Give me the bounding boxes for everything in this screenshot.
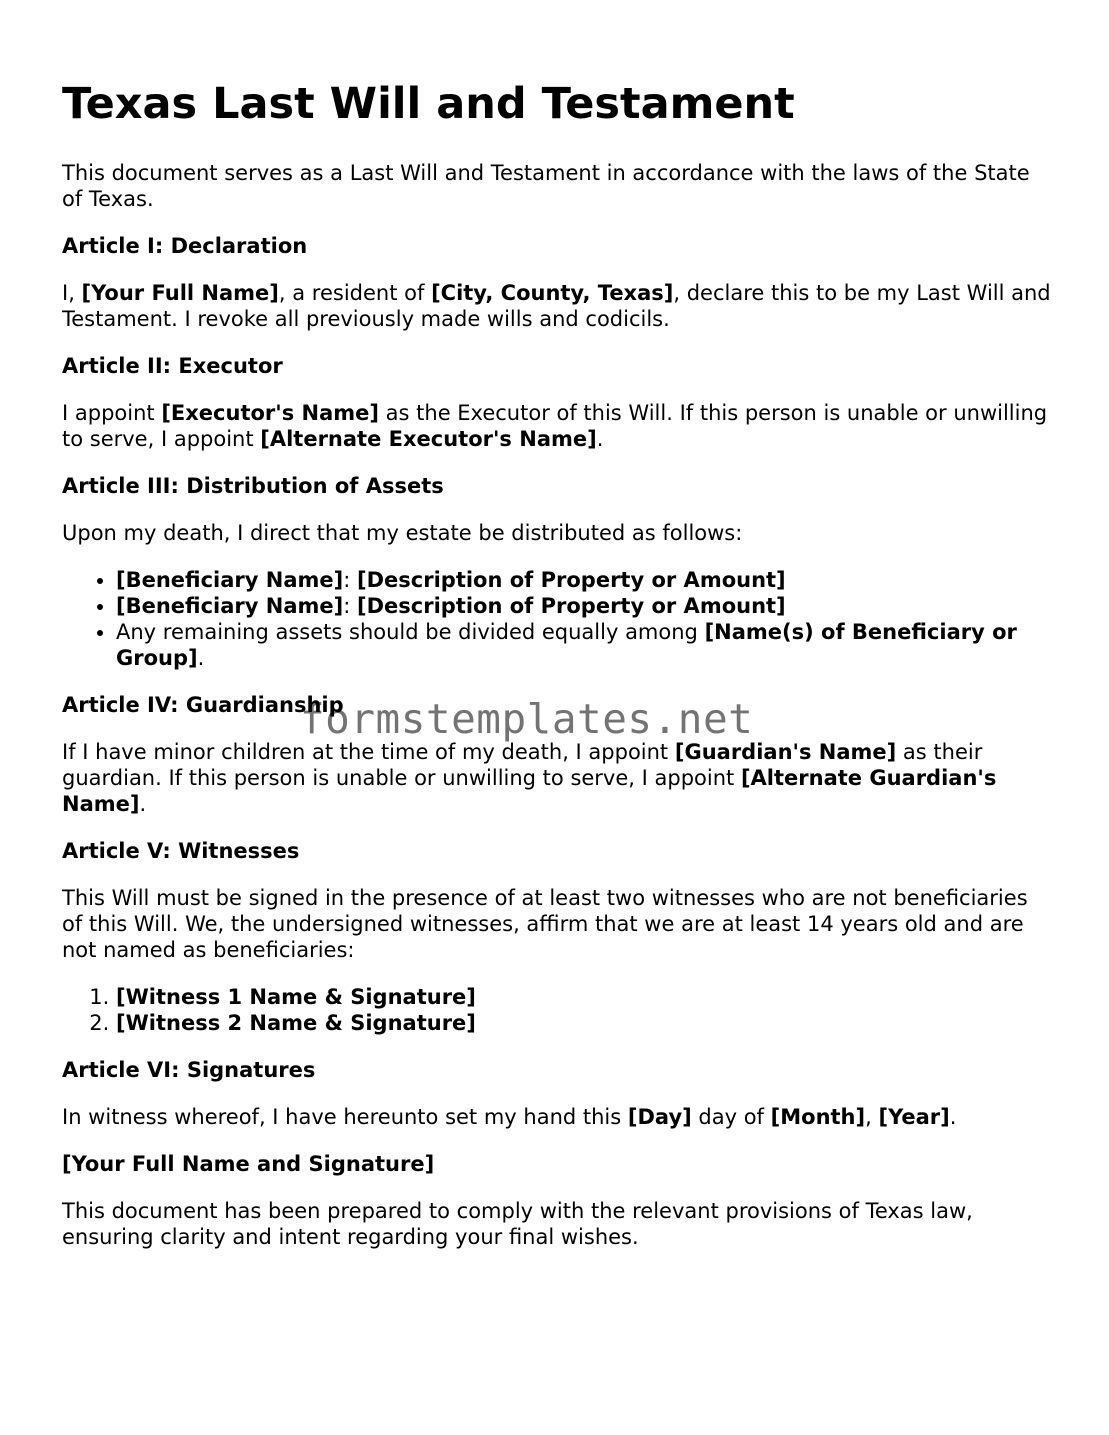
witness-list: [62, 984, 1052, 1036]
article-3-heading: Article III: Distribution of Assets: [62, 474, 444, 498]
year-placeholder: [Year]: [878, 1105, 950, 1129]
text-run: Any remaining assets should be divided equally among: [116, 620, 705, 644]
text-run: If I have minor children at the time of my death, I appoint: [62, 740, 675, 764]
text-run: In witness whereof, I have hereunto set my hand this: [62, 1105, 628, 1129]
text-run: I appoint: [62, 401, 162, 425]
residence-placeholder: [City, County, Texas]: [431, 281, 674, 305]
list-item: [116, 593, 1052, 619]
list-item: [116, 619, 1052, 671]
witness-placeholder: [Witness 2 Name & Signature]: [116, 1011, 476, 1035]
watermark: formstemplates.net: [300, 695, 754, 743]
article-2-heading: Article II: Executor: [62, 354, 283, 378]
beneficiary-list: [62, 567, 1052, 671]
text-run: , a resident of: [278, 281, 432, 305]
text-run: as the Executor of this Will. If this person is unable or unwilling to serve, I appoint: [62, 401, 1048, 451]
list-item: [116, 984, 1052, 1010]
day-placeholder: [Day]: [627, 1105, 692, 1129]
article-3-text: Upon my death, I direct that my estate be distributed as follows:: [62, 521, 743, 545]
text-run: .: [596, 427, 604, 451]
article-4-text: [62, 739, 1052, 817]
list-item: [116, 567, 1052, 593]
property-placeholder: [Description of Property or Amount]: [357, 594, 786, 618]
text-run: :: [343, 594, 358, 618]
month-placeholder: [Month]: [770, 1105, 866, 1129]
intro-paragraph: This document serves as a Last Will and Testament in accordance with the laws of the State of Texas.: [62, 161, 1030, 211]
text-run: day of: [691, 1105, 771, 1129]
article-5-heading: Article V: Witnesses: [62, 839, 300, 863]
property-placeholder: [Description of Property or Amount]: [357, 568, 786, 592]
text-run: .: [139, 792, 147, 816]
signature-line: [Your Full Name and Signature]: [62, 1152, 435, 1176]
alternate-guardian-placeholder: [Alternate Guardian's Name]: [62, 766, 997, 816]
text-run: as their guardian. If this person is unable or unwilling to serve, I appoint: [62, 740, 983, 790]
article-6-text: [62, 1104, 1052, 1130]
article-4-heading: Article IV: Guardianship: [62, 693, 344, 717]
beneficiary-placeholder: [Beneficiary Name]: [116, 568, 344, 592]
witness-placeholder: [Witness 1 Name & Signature]: [116, 985, 476, 1009]
text-run: , declare this to be my Last Will and Testament. I revoke all previously made wills and codicils.: [62, 281, 1051, 331]
beneficiary-placeholder: [Beneficiary Name]: [116, 594, 344, 618]
article-2-text: [62, 400, 1052, 452]
alternate-executor-placeholder: [Alternate Executor's Name]: [260, 427, 597, 451]
page-title: Texas Last Will and Testament: [62, 79, 795, 129]
document-page: [62, 78, 1052, 1271]
text-run: ,: [865, 1105, 879, 1129]
guardian-placeholder: [Guardian's Name]: [674, 740, 897, 764]
remaining-beneficiary-placeholder: [Name(s) of Beneficiary or Group]: [116, 620, 1017, 670]
text-run: .: [949, 1105, 957, 1129]
full-name-placeholder: [Your Full Name]: [81, 281, 279, 305]
text-run: I,: [62, 281, 82, 305]
text-run: .: [197, 646, 205, 670]
list-item: [116, 1010, 1052, 1036]
closing-paragraph: This document has been prepared to comply with the relevant provisions of Texas law, ensuring clarity and intent regarding your final wishes.: [62, 1199, 973, 1249]
text-run: :: [343, 568, 358, 592]
article-6-heading: Article VI: Signatures: [62, 1058, 316, 1082]
article-1-text: [62, 280, 1052, 332]
executor-placeholder: [Executor's Name]: [161, 401, 379, 425]
article-1-heading: Article I: Declaration: [62, 234, 308, 258]
article-5-text: This Will must be signed in the presence of at least two witnesses who are not beneficiaries of this Will. We, the undersigned witnesses, affirm that we are at least 14 years old and are not named as beneficiaries:: [62, 886, 1028, 962]
